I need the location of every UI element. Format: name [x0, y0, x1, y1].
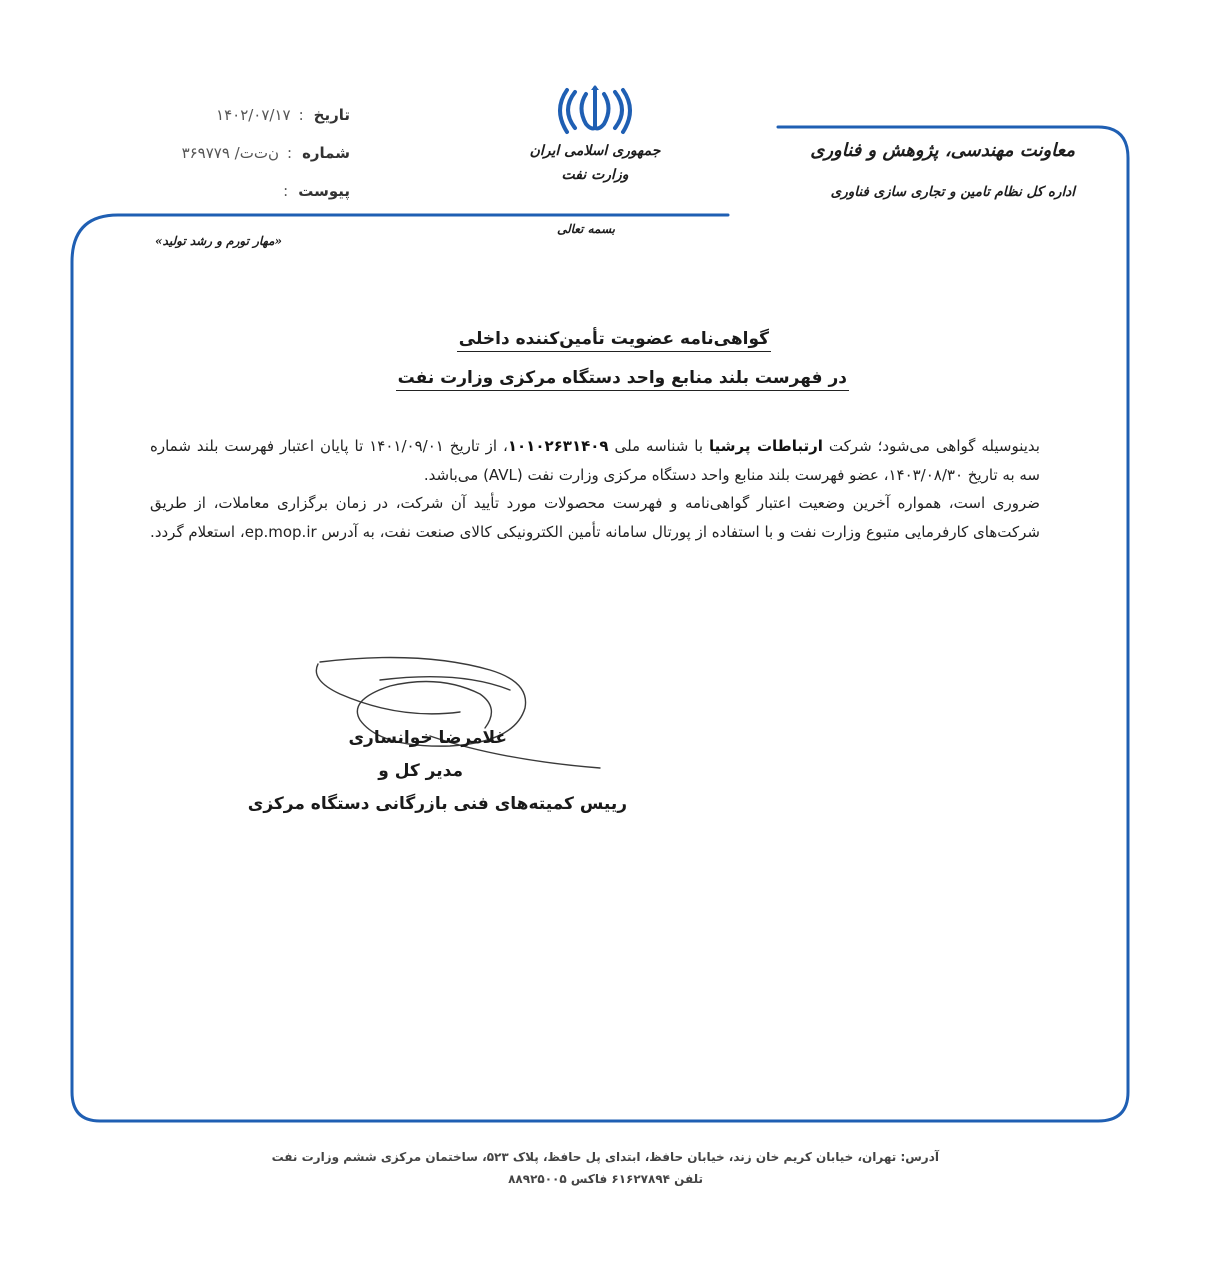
footer-phone: تلفن ۶۱۶۲۷۸۹۴ فاکس ۸۸۹۲۵۰۰۵	[508, 1172, 703, 1186]
department-title: اداره کل نظام تامین و تجاری سازی فناوری	[830, 184, 1075, 200]
date-label: تاریخ	[313, 106, 350, 124]
invocation: بسمه تعالی	[556, 222, 615, 236]
footer-address: آدرس: تهران، خیابان کریم خان زند، خیابان حافظ، ابتدای پل حافظ، پلاک ۵۲۳، ساختمان مرکزی ششم وزارت نفت	[271, 1150, 939, 1164]
certificate-title: گواهی‌نامه عضویت تأمین‌کننده داخلی	[457, 329, 771, 352]
certificate-body	[150, 432, 1040, 546]
ministry-label: وزارت نفت	[561, 166, 629, 183]
emblem-block	[520, 84, 670, 188]
national-id: ۱۰۱۰۲۶۳۱۴۰۹	[507, 437, 609, 455]
republic-label: جمهوری اسلامی ایران	[529, 143, 661, 159]
deputy-title: معاونت مهندسی، پژوهش و فناوری	[810, 140, 1075, 161]
number-row: شماره:ن‌ت‌ت/ ۳۶۹۷۷۹	[181, 144, 350, 162]
number-value: ن‌ت‌ت/ ۳۶۹۷۷۹	[181, 144, 279, 162]
avl-abbr: (AVL)	[483, 465, 523, 484]
number-label: شماره	[302, 144, 350, 162]
company-name: ارتباطات پرشیا	[709, 437, 823, 455]
slogan: «مهار تورم و رشد تولید»	[155, 234, 282, 248]
certificate-subtitle: در فهرست بلند منابع واحد دستگاه مرکزی وزارت نفت	[396, 368, 849, 391]
frame-top-right-line	[72, 127, 1128, 1121]
date-value: ۱۴۰۲/۰۷/۱۷	[216, 106, 291, 124]
signatory-role-1: مدیر کل و	[378, 761, 463, 781]
body-paragraph-2: ضروری است، همواره آخرین وضعیت اعتبار گواهی‌نامه و فهرست محصولات مورد تأیید آن شرکت، در زمان برگزاری معاملات، از طریق شرکت‌های کارفرمایی متبوع وزارت نفت و با استفاده از پورتال سامانه تأمین الکترونیکی کالای صنعت نفت، به آدرس ep.mop.ir، استعلام گردد.	[150, 494, 1040, 541]
portal-url: ep.mop.ir	[244, 522, 317, 541]
attachment-label: پیوست	[298, 182, 350, 200]
signatory-role-2: رییس کمیته‌های فنی بازرگانی دستگاه مرکزی	[247, 794, 627, 814]
attachment-row: پیوست:	[283, 182, 350, 200]
signatory-name: غلامرضا خوانساری	[348, 728, 507, 748]
date-row: تاریخ:۱۴۰۲/۰۷/۱۷	[216, 106, 350, 124]
body-paragraph-1: بدینوسیله گواهی می‌شود؛ شرکت ارتباطات پرشیا با شناسه ملی ۱۰۱۰۲۶۳۱۴۰۹، از تاریخ ۱۴۰۱/۰۹/۰۱ تا پایان اعتبار فهرست بلند شماره سه به تاریخ ۱۴۰۳/۰۸/۳۰، عضو فهرست بلند منابع واحد دستگاه مرکزی وزارت نفت (AVL) می‌باشد.	[150, 437, 1040, 484]
iran-emblem-icon	[555, 84, 635, 136]
